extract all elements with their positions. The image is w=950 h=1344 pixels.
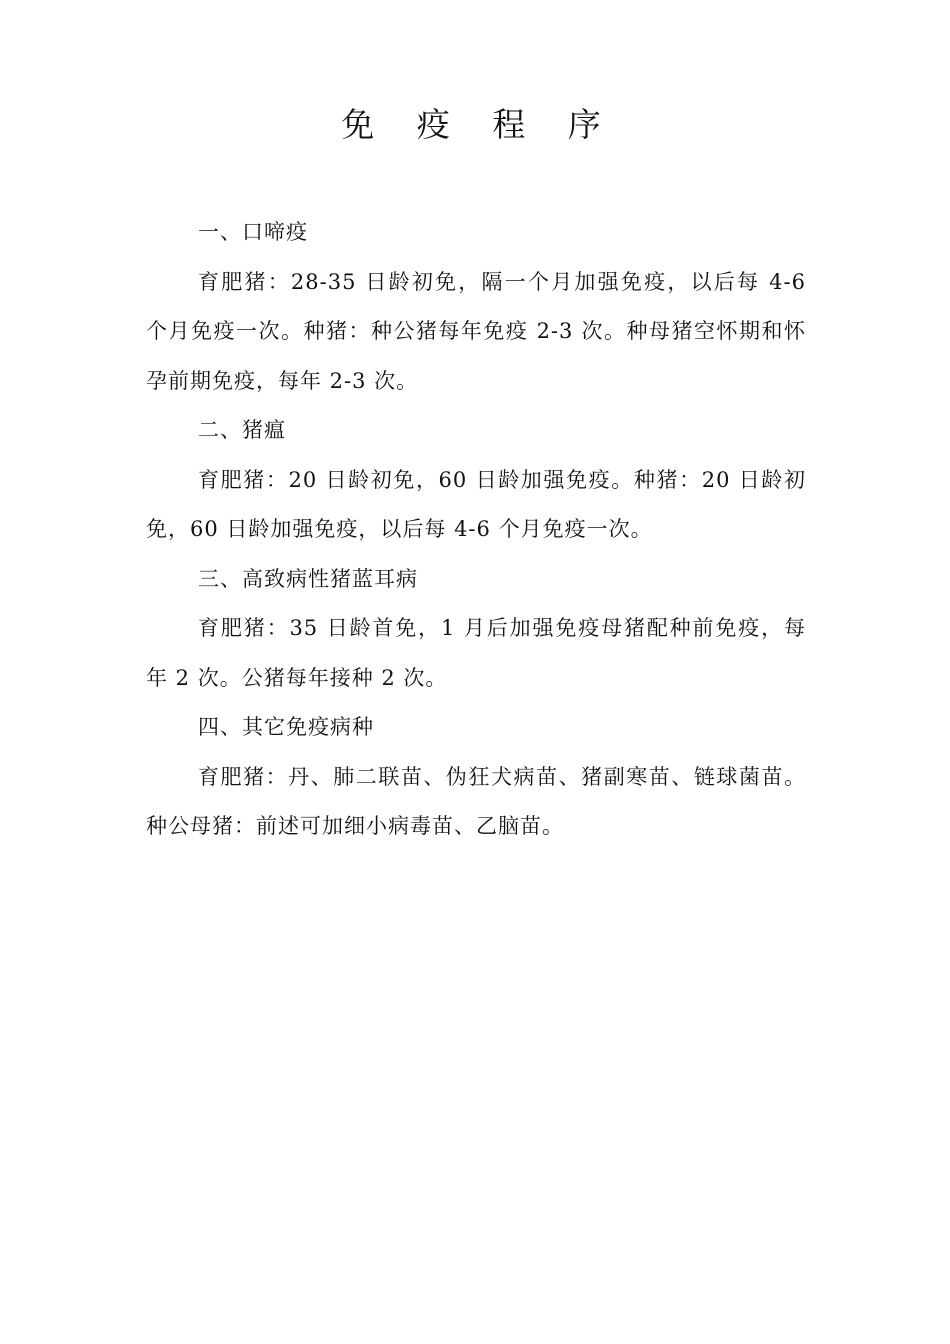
section-heading-swine-fever: 二、猪瘟 [198,418,286,442]
section-heading-other-vaccines: 四、其它免疫病种 [198,715,374,739]
section-text-swine-fever: 育肥猪：20 日龄初免，60 日龄加强免疫。种猪：20 日龄初免，60 日龄加强免疫，以后每 4-6 个月免疫一次。 [146,467,806,541]
page-title: 免 疫 程 序 [341,105,617,144]
section-heading-blue-ear: 三、高致病性猪蓝耳病 [198,566,418,591]
section-heading-foot-and-mouth: 一、口啼疫 [198,220,308,244]
section-text-foot-and-mouth: 育肥猪：28-35 日龄初免，隔一个月加强免疫，以后每 4-6 个月免疫一次。种猪：种公猪每年免疫 2-3 次。种母猪空怀期和怀孕前期免疫，每年 2-3 次。 [146,269,806,393]
document-body [146,208,806,852]
section-text-other-vaccines: 育肥猪：丹、肺二联苗、伪狂犬病苗、猪副寒苗、链球菌苗。种公母猪：前述可加细小病毒苗、乙脑苗。 [146,764,806,838]
section-text-blue-ear: 育肥猪：35 日龄首免，1 月后加强免疫母猪配种前免疫，每年 2 次。公猪每年接种 2 次。 [146,616,806,690]
